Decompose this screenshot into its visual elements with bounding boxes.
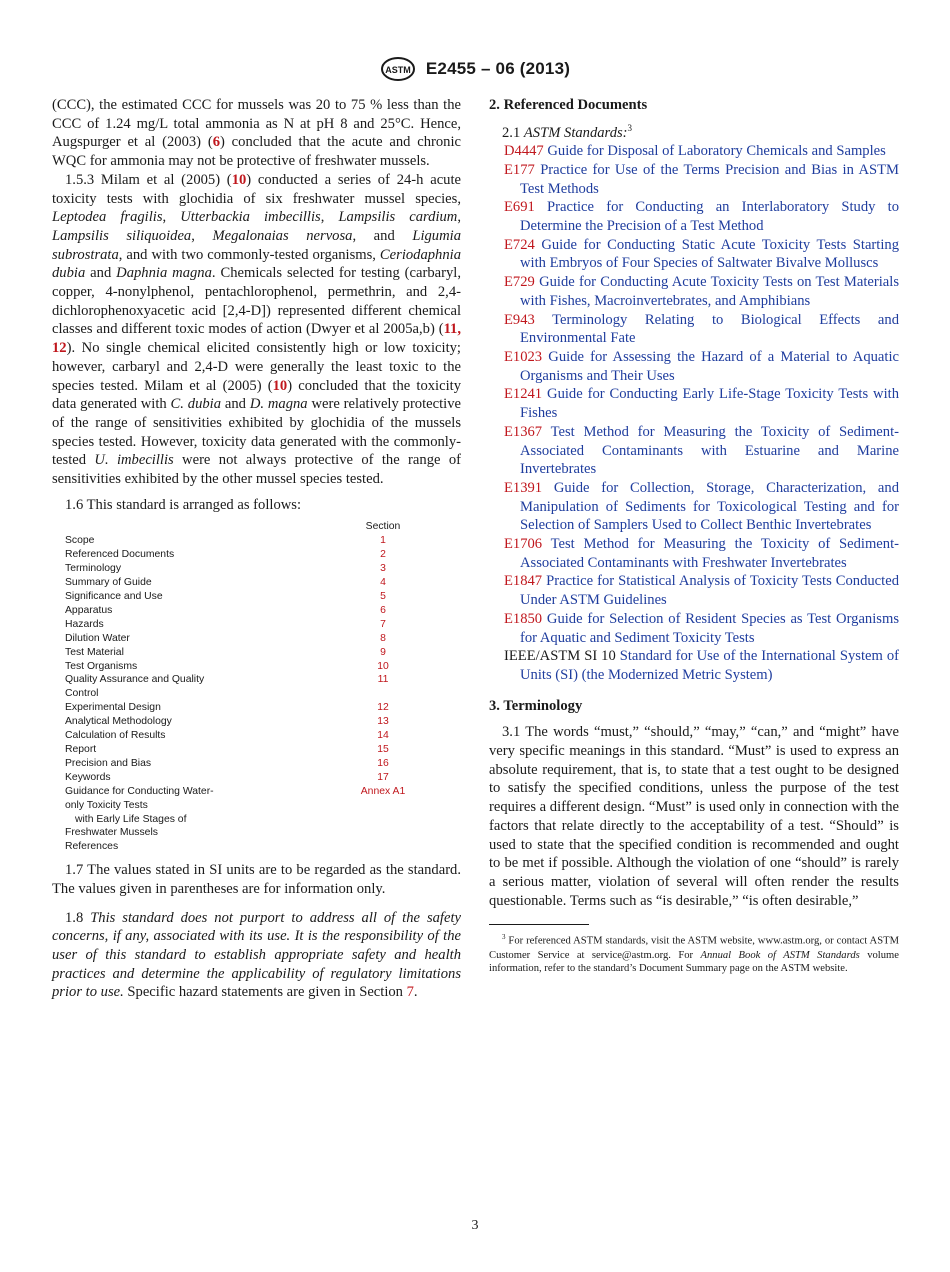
paragraph-2-1: 2.1 ASTM Standards:$^3$	[502, 122, 633, 141]
reference-item[interactable]: IEEE/ASTM SI 10 Standard for Use of the International System of Units (SI) (the Modernized Metric System)	[504, 648, 899, 683]
reference-title: Test Method for Measuring the Toxicity of Sediment-Associated Contaminants with Estuarine and Marine Invertebrates	[520, 423, 899, 478]
reference-item[interactable]	[489, 161, 899, 198]
toc-title: Control	[65, 688, 99, 700]
toc-row	[52, 840, 461, 854]
toc-section-link[interactable]: 17	[377, 771, 389, 783]
svg-text:ASTM: ASTM	[385, 65, 411, 75]
toc-row	[52, 701, 461, 715]
section-link[interactable]: 7	[406, 984, 414, 1001]
reference-title: Terminology Relating to Biological Effects and Environmental Fate	[520, 311, 899, 347]
paragraph-ccc: (CCC), the estimated CCC for mussels was 20 to 75 % less than the CCC of 1.24 mg/L total ammonia as N at pH 8 and 25°C. Hence, Augspurger et al (2003) (6) concluded that the acute and chronic WQC for ammonia may not be protective of freshwater mussels.	[52, 97, 461, 170]
reference-code: E1391	[504, 479, 543, 496]
reference-title: Guide for Conducting Acute Toxicity Tests on Test Materials with Fishes, Macroinvertebrates, and Amphibians	[520, 274, 900, 309]
designation: E2455 – 06 (2013)	[425, 59, 571, 78]
reference-item[interactable]	[489, 348, 899, 385]
table-of-contents	[52, 520, 461, 854]
toc-row	[52, 715, 461, 729]
toc-title: Referenced Documents	[65, 549, 175, 561]
reference-item[interactable]	[489, 385, 899, 422]
toc-title: Precision and Bias	[65, 757, 152, 769]
toc-row	[52, 826, 461, 840]
toc-title: Calculation of Results	[65, 730, 166, 742]
toc-title: Test Organisms	[65, 660, 138, 672]
citation-link[interactable]: 11, 12	[52, 321, 461, 357]
toc-row	[52, 618, 461, 632]
reference-code: E1706	[504, 536, 543, 553]
toc-section-link	[345, 813, 441, 827]
reference-title: Guide for Collection, Storage, Characterization, and Manipulation of Sediments for Toxicological Testing and for Selection of Samplers Used to Collect Benthic Invertebrates	[520, 479, 899, 534]
reference-item[interactable]	[489, 142, 899, 161]
citation-link[interactable]: 10	[272, 377, 288, 394]
reference-code: E943	[504, 311, 535, 328]
reference-title: Guide for Assessing the Hazard of a Material to Aquatic Organisms and Their Uses	[520, 349, 899, 384]
reference-code: E1241	[504, 386, 543, 403]
page-header	[0, 56, 950, 82]
toc-row	[52, 799, 461, 813]
reference-title: Practice for Conducting an Interlaboratory Study to Determine the Precision of a Test Method	[520, 199, 899, 235]
reference-list	[489, 142, 899, 647]
toc-title: Keywords	[65, 771, 111, 783]
toc-row	[52, 562, 461, 576]
toc-title: only Toxicity Tests	[65, 799, 148, 811]
toc-section-link[interactable]: 4	[380, 577, 386, 589]
toc-row	[52, 646, 461, 660]
toc-title: Guidance for Conducting Water-	[65, 785, 214, 797]
reference-code: E729	[504, 274, 535, 291]
toc-title: Dilution Water	[65, 632, 130, 644]
reference-item[interactable]	[489, 423, 899, 479]
toc-title: Test Material	[65, 646, 124, 658]
paragraph-1-5-3: 1.5.3 Milam et al (2005) (10) conducted a series of 24-h acute toxicity tests with glochidia of six freshwater mussel species, Leptodea fragilis, Utterbackia imbecillis, Lampsilis cardium, Lampsilis siliquoidea, Megalonaias nervosa, and Ligumia subrostrata, and with two commonly-tested organisms, Ceriodaphnia dubia and Daphnia magna. Chemicals selected for testing (carbaryl, copper, 4-nonylphenol, pentachlorophenol, permethrin, and 2,4-dichlorophenoxyacetic acid [2,4-D]) represented different chemical classes and different toxic modes of action (Dwyer et al 2005a,b) (11, 12). No single chemical elicited consistently high or low toxicity; however, carbaryl and 2,4-D were generally the least toxic to the species tested. Milam et al (2005) (10) concluded that the toxicity data generated with C. dubia and D. magna were relatively protective of the range of sensitivities exhibited by glochidia of the mussels species tested. However, toxicity data generated with the commonly-tested U. imbecillis were not always protective of the range of sensitivities exhibited by the other mussel species tested.	[52, 171, 462, 488]
reference-item[interactable]	[489, 273, 899, 310]
reference-item[interactable]	[489, 236, 899, 273]
toc-section-link[interactable]: 11	[377, 674, 389, 686]
toc-row	[52, 771, 461, 785]
toc-title: Summary of Guide	[65, 577, 152, 589]
toc-row	[52, 687, 461, 701]
toc-section-link[interactable]: 7	[380, 618, 386, 630]
toc-row	[52, 673, 461, 687]
reference-code: E1367	[504, 423, 543, 440]
toc-row	[52, 534, 461, 548]
toc-section-link[interactable]: 12	[377, 702, 389, 714]
toc-row	[52, 743, 461, 757]
toc-row	[52, 757, 461, 771]
toc-section-link[interactable]: 13	[377, 716, 389, 728]
toc-title: Experimental Design	[65, 702, 161, 714]
toc-section-link	[335, 840, 431, 854]
paragraph-1-8: 1.8 This standard does not purport to address all of the safety concerns, if any, associated with its use. It is the responsibility of the user of this standard to establish appropriate safety and health practices and determine the applicability of regulatory limitations prior to use. Specific hazard statements are given in Section 7.	[52, 909, 461, 1001]
toc-section-link[interactable]: 8	[380, 632, 386, 644]
reference-code: E1023	[504, 349, 543, 365]
reference-title: Practice for Statistical Analysis of Toxicity Tests Conducted Under ASTM Guidelines	[520, 573, 899, 609]
citation-link[interactable]: 10	[231, 171, 247, 188]
toc-row	[52, 813, 461, 827]
toc-title: Significance and Use	[65, 591, 163, 602]
reference-code: D4447	[504, 143, 544, 160]
toc-section-link[interactable]: 2	[380, 549, 386, 561]
heading-terminology: 3. Terminology	[489, 697, 583, 714]
reference-code: E1850	[504, 610, 543, 627]
toc-section-link[interactable]: 5	[380, 591, 386, 602]
reference-title: Guide for Conducting Early Life-Stage Toxicity Tests with Fishes	[520, 386, 899, 422]
toc-row	[52, 590, 461, 604]
toc-title: with Early Life Stages of	[75, 813, 187, 825]
toc-row	[52, 548, 461, 562]
reference-code: E177	[504, 161, 535, 178]
toc-section-link[interactable]: Annex A1	[360, 785, 406, 797]
toc-title: Quality Assurance and Quality	[65, 674, 205, 686]
toc-row	[52, 632, 461, 646]
toc-row	[52, 576, 461, 590]
toc-section-link[interactable]: 16	[377, 757, 389, 769]
heading-referenced-documents: 2. Referenced Documents	[489, 97, 648, 113]
toc-title: Terminology	[65, 563, 122, 575]
toc-header: Section	[365, 521, 401, 533]
toc-section-link	[335, 799, 431, 813]
reference-code: E1847	[504, 573, 543, 590]
toc-section-link[interactable]: 9	[380, 646, 386, 658]
astm-logo-icon	[380, 56, 416, 82]
reference-item[interactable]	[489, 479, 899, 535]
toc-title: Scope	[65, 535, 95, 547]
toc-title: References	[65, 841, 119, 853]
reference-title: Guide for Disposal of Laboratory Chemicals and Samples	[547, 143, 886, 160]
reference-item[interactable]	[489, 198, 899, 235]
toc-row	[52, 729, 461, 743]
reference-item[interactable]	[489, 535, 899, 572]
reference-title: Practice for Use of the Terms Precision and Bias in ASTM Test Methods	[520, 161, 899, 197]
toc-section-link[interactable]: 6	[380, 604, 386, 616]
toc-row	[52, 604, 461, 618]
footnote: $^3$ For referenced ASTM standards, visit the ASTM website, www.astm.org, or contact ASTM Customer Service at service@astm.org. For Annual Book of ASTM Standards volume information, refer to the standard’s Document Summary page on the ASTM website.	[489, 933, 899, 975]
reference-code: E724	[504, 236, 535, 253]
toc-title: Analytical Methodology	[65, 716, 172, 728]
reference-item[interactable]	[489, 610, 899, 647]
toc-title: Hazards	[65, 618, 104, 630]
reference-item[interactable]	[489, 572, 899, 609]
page-number: 3	[471, 1218, 479, 1233]
reference-title: Guide for Conducting Static Acute Toxicity Tests Starting with Embryos of Four Species of Saltwater Bivalve Molluscs	[520, 236, 899, 272]
toc-title: Apparatus	[65, 604, 113, 616]
footnote-divider	[489, 924, 589, 925]
toc-section-link[interactable]: 10	[377, 660, 389, 672]
reference-title: Guide for Selection of Resident Species as Test Organisms for Aquatic and Sediment Toxicity Tests	[520, 610, 899, 646]
toc-title: Freshwater Mussels	[65, 827, 158, 839]
right-column	[489, 96, 899, 976]
toc-section-link	[335, 687, 431, 701]
toc-row	[52, 660, 461, 674]
left-column	[52, 96, 461, 1002]
paragraph-1-6: 1.6 This standard is arranged as follows:	[65, 496, 302, 513]
paragraph-3-1: 3.1 The words “must,” “should,” “may,” “can,” and “might” have very specific meanings in this standard. “Must” is used to express an absolute requirement, that is, to state that a test ought to be designed to satisfy the specified conditions, unless the purpose of the test requires a different design. “Must” is used only in connection with the factors that relate directly to the acceptability of a test. “Should” is used to state that the specified condition is recommended and ought to be met if possible. Although the violation of one “should” is rarely a serious matter, violation of several will often render the results questionable. Terms such as “is desirable,” “is often desirable,”	[489, 724, 899, 909]
toc-row	[52, 785, 461, 799]
toc-title: Report	[65, 743, 97, 755]
reference-code: E691	[504, 199, 535, 216]
toc-section-link	[335, 826, 431, 840]
toc-section-link[interactable]: 15	[377, 743, 389, 755]
toc-section-link[interactable]: 1	[380, 535, 386, 547]
reference-item[interactable]	[489, 311, 899, 348]
citation-link[interactable]: 6	[212, 134, 220, 151]
paragraph-1-7: 1.7 The values stated in SI units are to be regarded as the standard. The values given in parentheses are for information only.	[52, 862, 461, 897]
toc-section-link[interactable]: 3	[380, 563, 386, 575]
toc-section-link[interactable]: 14	[377, 730, 389, 742]
reference-title: Test Method for Measuring the Toxicity of Sediment-Associated Contaminants with Freshwater Invertebrates	[520, 536, 899, 571]
